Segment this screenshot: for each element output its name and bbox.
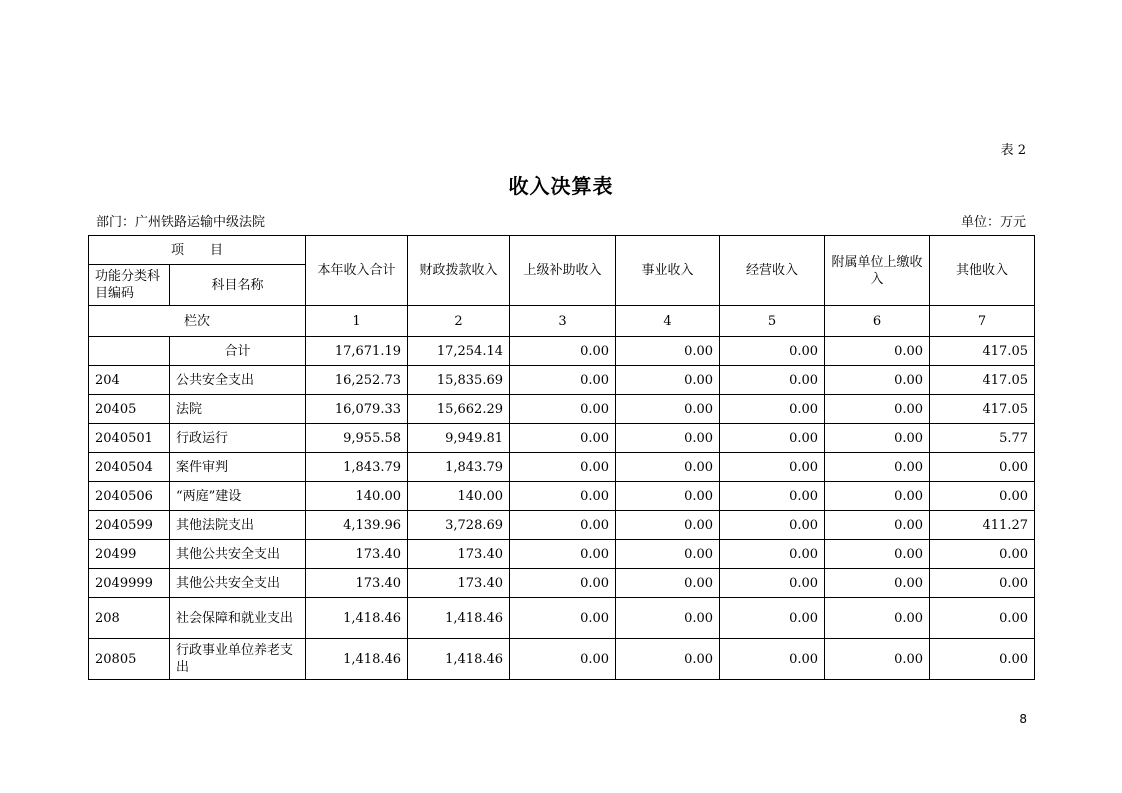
cell-value: 0.00 [720, 540, 825, 569]
cell-value: 0.00 [930, 453, 1035, 482]
cell-value: 0.00 [616, 511, 720, 540]
row-code [89, 337, 170, 366]
cell-value: 173.40 [306, 569, 408, 598]
row-name: 其他法院支出 [170, 511, 306, 540]
table-row [89, 569, 1035, 598]
unit-label: 单位：万元 [960, 215, 1026, 230]
page-title: 收入决算表 [508, 174, 614, 198]
cell-value: 0.00 [825, 453, 930, 482]
row-name: 社会保障和就业支出 [170, 598, 306, 639]
cell-value: 15,835.69 [408, 366, 510, 395]
cell-value: 173.40 [408, 540, 510, 569]
cell-value: 0.00 [720, 424, 825, 453]
header-other-income: 其他收入 [930, 236, 1035, 306]
cell-value: 0.00 [825, 482, 930, 511]
cell-value: 0.00 [616, 337, 720, 366]
row-code: 208 [89, 598, 170, 639]
page-number: 8 [1019, 712, 1027, 726]
table-row [89, 424, 1035, 453]
cell-value: 0.00 [616, 639, 720, 680]
cell-value: 0.00 [825, 424, 930, 453]
header-fiscal-appropriation: 财政拨款收入 [408, 236, 510, 306]
row-name: 公共安全支出 [170, 366, 306, 395]
cell-value: 0.00 [616, 569, 720, 598]
row-code: 204 [89, 366, 170, 395]
row-code: 2040506 [89, 482, 170, 511]
cell-value: 0.00 [510, 598, 616, 639]
cell-value: 1,418.46 [408, 598, 510, 639]
column-number: 6 [825, 306, 930, 337]
cell-value: 9,949.81 [408, 424, 510, 453]
cell-value: 1,843.79 [408, 453, 510, 482]
row-name: 合计 [170, 337, 306, 366]
cell-value: 0.00 [930, 540, 1035, 569]
cell-value: 0.00 [720, 337, 825, 366]
cell-value: 0.00 [510, 424, 616, 453]
table-number: 表 2 [1000, 143, 1026, 158]
cell-value: 0.00 [510, 511, 616, 540]
cell-value: 0.00 [510, 482, 616, 511]
cell-value: 0.00 [825, 639, 930, 680]
row-name: 其他公共安全支出 [170, 569, 306, 598]
table-row [89, 366, 1035, 395]
cell-value: 0.00 [720, 511, 825, 540]
cell-value: 0.00 [510, 395, 616, 424]
cell-value: 417.05 [930, 366, 1035, 395]
header-function-code: 功能分类科目编码 [89, 265, 170, 306]
table-row [89, 395, 1035, 424]
cell-value: 0.00 [720, 569, 825, 598]
cell-value: 0.00 [825, 337, 930, 366]
cell-value: 1,418.46 [306, 598, 408, 639]
row-code: 2040599 [89, 511, 170, 540]
cell-value: 411.27 [930, 511, 1035, 540]
header-operating-income: 经营收入 [720, 236, 825, 306]
table-row [89, 482, 1035, 511]
cell-value: 0.00 [510, 366, 616, 395]
cell-value: 0.00 [616, 598, 720, 639]
cell-value: 0.00 [510, 337, 616, 366]
cell-value: 15,662.29 [408, 395, 510, 424]
column-number: 4 [616, 306, 720, 337]
column-index-label: 栏次 [89, 306, 306, 337]
cell-value: 1,418.46 [306, 639, 408, 680]
header-business-income: 事业收入 [616, 236, 720, 306]
column-number: 1 [306, 306, 408, 337]
cell-value: 0.00 [616, 453, 720, 482]
cell-value: 1,843.79 [306, 453, 408, 482]
cell-value: 0.00 [720, 482, 825, 511]
row-code: 2040504 [89, 453, 170, 482]
cell-value: 0.00 [616, 424, 720, 453]
cell-value: 0.00 [720, 639, 825, 680]
header-affiliated-unit-remittance: 附属单位上缴收入 [825, 236, 930, 306]
cell-value: 0.00 [720, 366, 825, 395]
cell-value: 0.00 [720, 453, 825, 482]
cell-value: 140.00 [306, 482, 408, 511]
cell-value: 0.00 [510, 453, 616, 482]
cell-value: 16,079.33 [306, 395, 408, 424]
row-code: 20805 [89, 639, 170, 680]
cell-value: 417.05 [930, 395, 1035, 424]
income-statement-table [88, 235, 1035, 680]
column-number: 3 [510, 306, 616, 337]
header-subject-name: 科目名称 [170, 265, 306, 306]
cell-value: 0.00 [616, 540, 720, 569]
cell-value: 0.00 [825, 366, 930, 395]
cell-value: 0.00 [930, 639, 1035, 680]
cell-value: 0.00 [510, 569, 616, 598]
header-item: 项 目 [89, 236, 306, 265]
cell-value: 0.00 [825, 395, 930, 424]
cell-value: 17,671.19 [306, 337, 408, 366]
cell-value: 0.00 [825, 511, 930, 540]
row-name: 案件审判 [170, 453, 306, 482]
cell-value: 0.00 [930, 569, 1035, 598]
cell-value: 173.40 [306, 540, 408, 569]
row-name: 行政运行 [170, 424, 306, 453]
row-name: 行政事业单位养老支出 [170, 639, 306, 680]
row-code: 2049999 [89, 569, 170, 598]
cell-value: 417.05 [930, 337, 1035, 366]
table-row [89, 511, 1035, 540]
cell-value: 0.00 [510, 540, 616, 569]
cell-value: 0.00 [825, 598, 930, 639]
cell-value: 9,955.58 [306, 424, 408, 453]
cell-value: 173.40 [408, 569, 510, 598]
cell-value: 140.00 [408, 482, 510, 511]
cell-value: 17,254.14 [408, 337, 510, 366]
cell-value: 0.00 [616, 482, 720, 511]
cell-value: 0.00 [616, 395, 720, 424]
row-name: 其他公共安全支出 [170, 540, 306, 569]
cell-value: 0.00 [720, 395, 825, 424]
row-code: 2040501 [89, 424, 170, 453]
table-row [89, 453, 1035, 482]
row-name: 法院 [170, 395, 306, 424]
cell-value: 16,252.73 [306, 366, 408, 395]
cell-value: 0.00 [616, 366, 720, 395]
cell-value: 1,418.46 [408, 639, 510, 680]
row-name: “两庭”建设 [170, 482, 306, 511]
cell-value: 0.00 [930, 598, 1035, 639]
table-row [89, 540, 1035, 569]
cell-value: 0.00 [720, 598, 825, 639]
cell-value: 0.00 [825, 540, 930, 569]
row-code: 20499 [89, 540, 170, 569]
header-superior-subsidy: 上级补助收入 [510, 236, 616, 306]
column-number: 5 [720, 306, 825, 337]
table-row-total [89, 337, 1035, 366]
cell-value: 4,139.96 [306, 511, 408, 540]
column-number: 2 [408, 306, 510, 337]
column-number: 7 [930, 306, 1035, 337]
table-body [89, 337, 1035, 680]
table-row [89, 639, 1035, 680]
row-code: 20405 [89, 395, 170, 424]
cell-value: 0.00 [510, 639, 616, 680]
cell-value: 5.77 [930, 424, 1035, 453]
cell-value: 0.00 [825, 569, 930, 598]
cell-value: 3,728.69 [408, 511, 510, 540]
cell-value: 0.00 [930, 482, 1035, 511]
header-total-income: 本年收入合计 [306, 236, 408, 306]
table-row [89, 598, 1035, 639]
department-label: 部门：广州铁路运输中级法院 [96, 215, 266, 230]
